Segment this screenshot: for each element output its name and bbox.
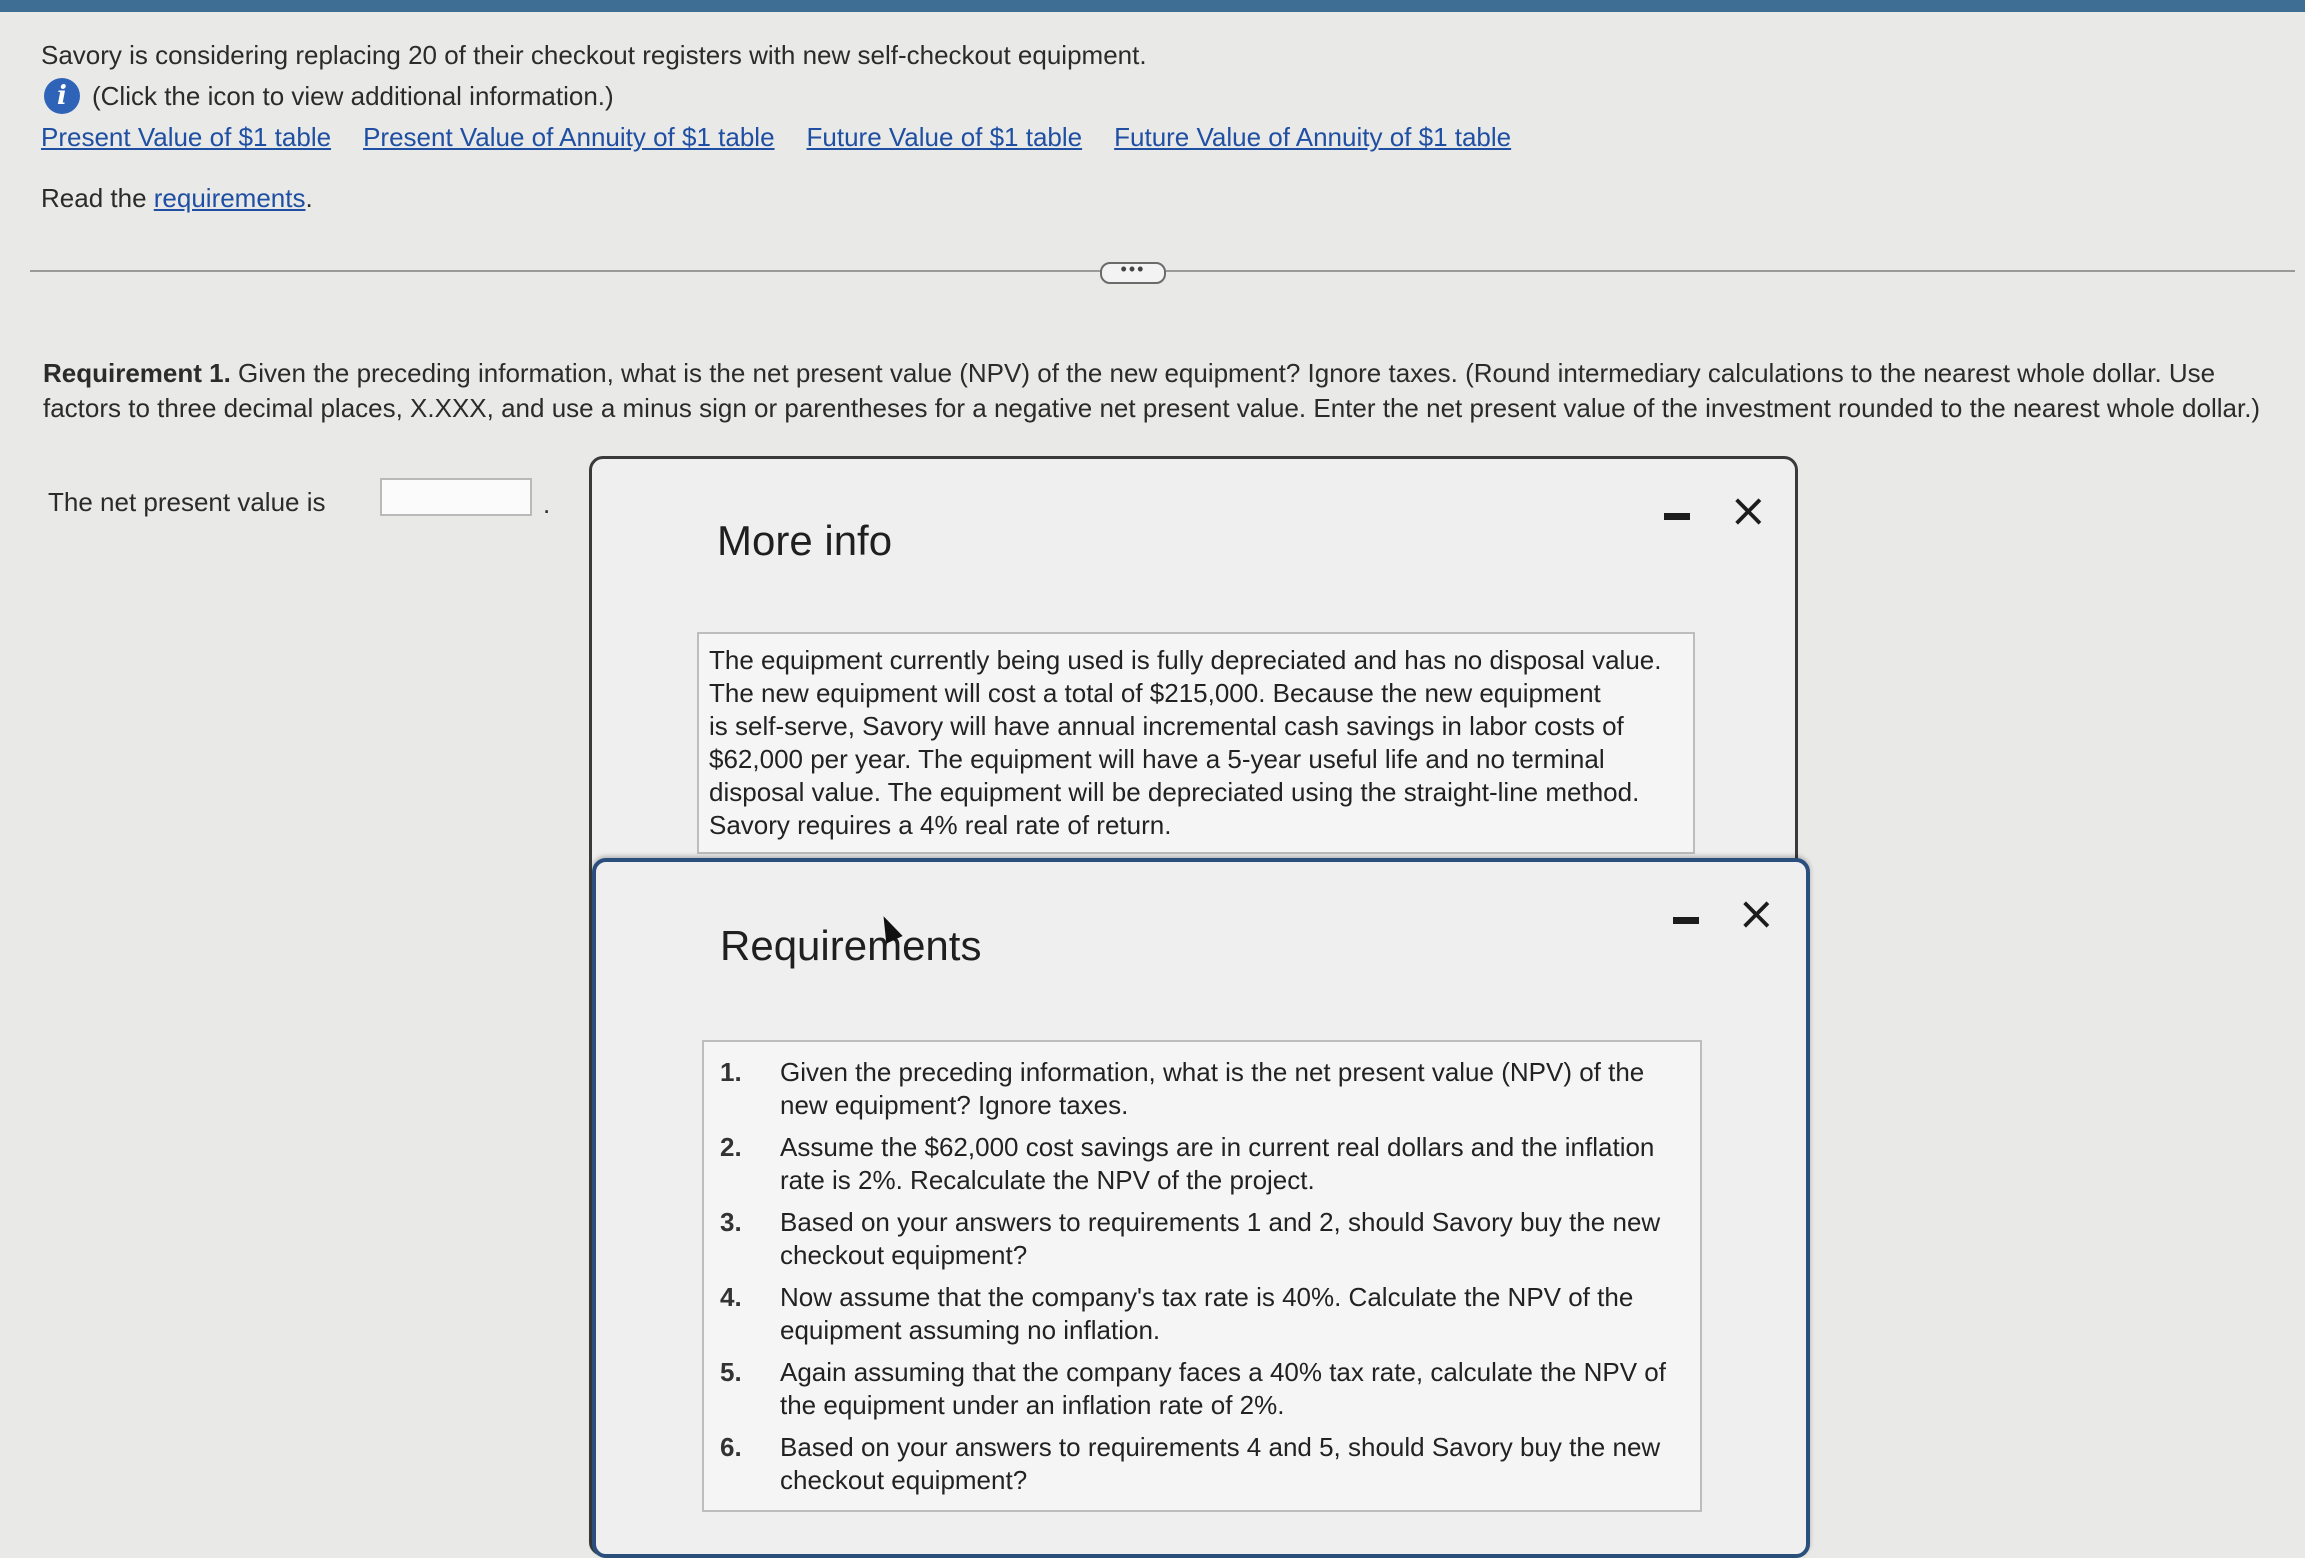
present-value-annuity-table-link[interactable]: Present Value of Annuity of $1 table <box>363 122 775 152</box>
minimize-icon[interactable] <box>1673 917 1699 924</box>
requirements-link[interactable]: requirements <box>153 183 306 213</box>
top-bar <box>0 0 2305 12</box>
requirements-title: Requirements <box>720 922 982 969</box>
info-note: (Click the icon to view additional information.) <box>92 80 614 111</box>
list-item: 4. Now assume that the company's tax rate is 40%. Calculate the NPV of the equipment assuming no inflation. <box>720 1282 1634 1345</box>
minimize-icon[interactable] <box>1664 513 1690 520</box>
list-item: 2. Assume the $62,000 cost savings are in current real dollars and the inflation rate is 2%. Recalculate the NPV of the project. <box>720 1132 1655 1195</box>
npv-suffix: . <box>543 489 551 519</box>
requirement-1-label: Requirement 1. <box>43 358 231 388</box>
close-icon[interactable]: × <box>1729 483 1768 537</box>
requirement-1-question <box>43 356 2283 426</box>
divider-handle[interactable]: ••• <box>1100 262 1166 284</box>
info-icon[interactable]: i <box>44 78 80 114</box>
list-item: 6. Based on your answers to requirements 4 and 5, should Savory buy the new checkout equipment? <box>720 1432 1661 1495</box>
requirements-dialog <box>592 858 1810 1558</box>
future-value-table-link[interactable]: Future Value of $1 table <box>806 122 1083 152</box>
close-icon[interactable]: × <box>1737 886 1776 940</box>
info-row <box>44 78 614 114</box>
requirements-list <box>702 1040 1702 1512</box>
present-value-table-link[interactable]: Present Value of $1 table <box>41 122 332 152</box>
npv-input[interactable] <box>380 478 532 516</box>
read-requirements: Read the requirements. <box>41 183 313 213</box>
more-info-title: More info <box>717 517 893 564</box>
list-item: 3. Based on your answers to requirements 1 and 2, should Savory buy the new checkout equipment? <box>720 1207 1661 1270</box>
future-value-annuity-table-link[interactable]: Future Value of Annuity of $1 table <box>1114 122 1512 152</box>
npv-label: The net present value is <box>48 487 326 517</box>
requirement-1-text: Given the preceding information, what is the net present value (NPV) of the new equipment? Ignore taxes. (Round intermediary calculations to the nearest whole dollar. Use factors to three decimal places, X.XXX, and use a minus sign or parentheses for a negative net present value. Enter the net present value of the investment rounded to the nearest whole dollar.) <box>43 358 2261 423</box>
problem-intro: Savory is considering replacing 20 of their checkout registers with new self-checkout equipment. <box>41 40 1147 70</box>
table-links <box>41 122 1511 153</box>
more-info-text: The equipment currently being used is fully depreciated and has no disposal value. The new equipment will cost a total of $215,000. Because the new equipment is self-serve, Savory will have annual incremental cash savings in labor costs of $62,000 per year. The equipment will have a 5-year useful life and no terminal disposal value. The equipment will be depreciated using the straight-line method. Savory requires a 4% real rate of return. <box>697 632 1695 854</box>
list-item: 1. Given the preceding information, what is the net present value (NPV) of the new equipment? Ignore taxes. <box>720 1057 1645 1120</box>
list-item: 5. Again assuming that the company faces a 40% tax rate, calculate the NPV of the equipment under an inflation rate of 2%. <box>720 1357 1666 1420</box>
